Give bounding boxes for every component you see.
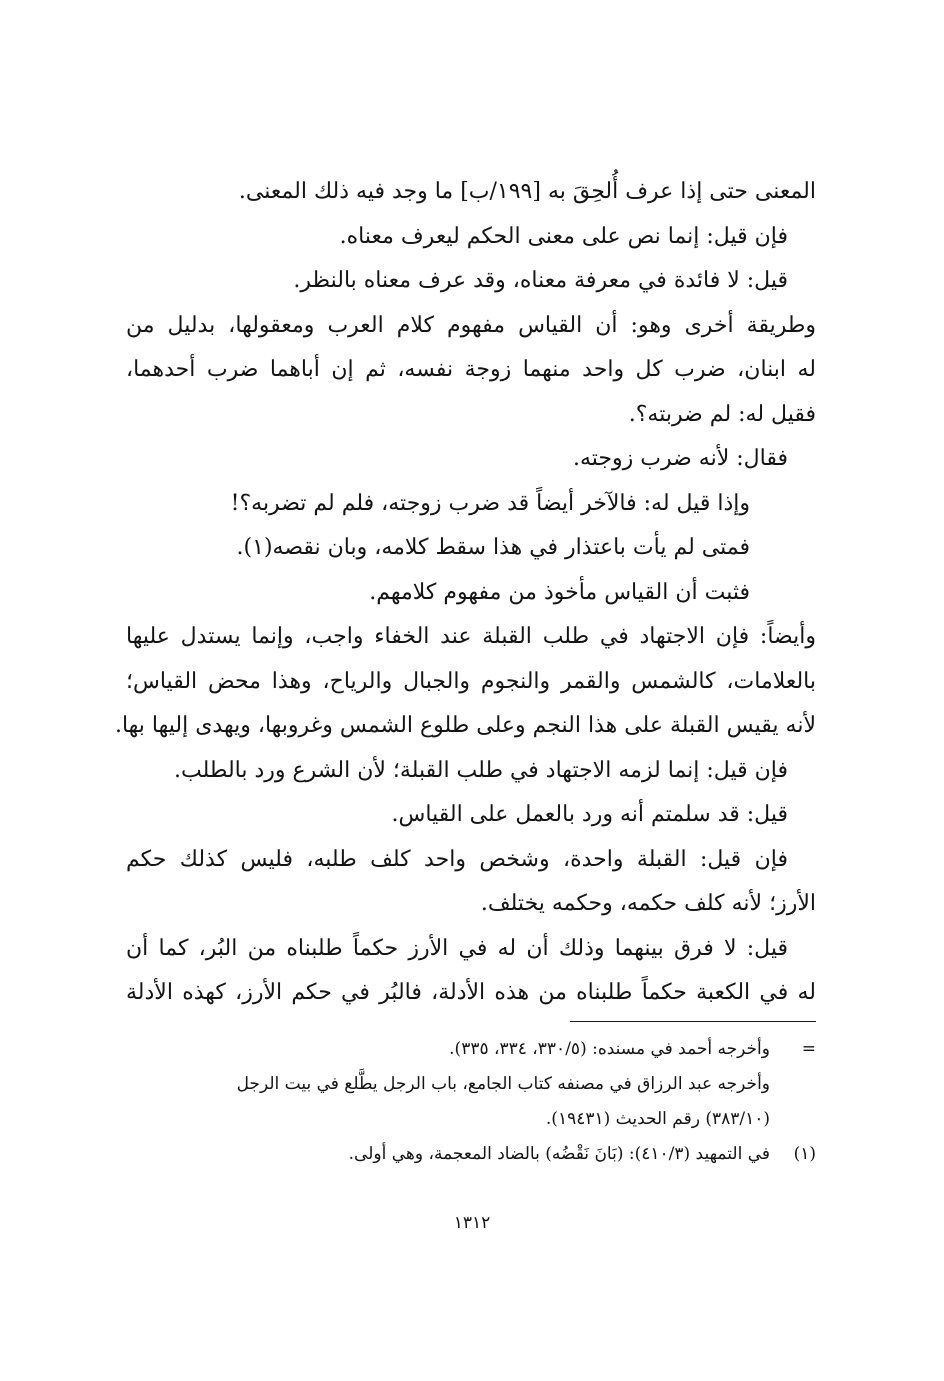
footnote-line <box>126 1032 816 1067</box>
text-line: لأنه يقيس القبلة على هذا النجم وعلى طلوع الشمس وغروبها، ويهدى إليها بها. <box>114 713 816 738</box>
text-line: فإن قيل: القبلة واحدة، وشخص واحد كلف طلبه، فليس كذلك حكم <box>126 846 788 872</box>
main-text <box>114 170 816 1016</box>
text-line: وطريقة أخرى وهو: أن القياس مفهوم كلام العرب ومعقولها، بدليل من <box>126 312 816 338</box>
text-line: فإن قيل: إنما لزمه الاجتهاد في طلب القبلة؛ لأن الشرع ورد بالطلب. <box>174 757 788 783</box>
text-line: المعنى حتى إذا عرف أُلحِقَ به [١٩٩/ب] ما وجد فيه ذلك المعنى. <box>238 179 816 204</box>
text-line: فمتى لم يأت باعتذار في هذا سقط كلامه، وبان نقصه(١). <box>236 535 750 560</box>
footnote-text: في التمهيد (٤١٠/٣): (بَانَ نَقْضُه) بالضاد المعجمة، وهي أولى. <box>348 1144 770 1164</box>
text-line: فإن قيل: إنما نص على معنى الحكم ليعرف معناه. <box>339 223 788 249</box>
footnote-line: (٣٨٣/١٠) رقم الحديث (١٩٤٣١). <box>545 1109 770 1129</box>
text-line: له في الكعبة حكماً طلبناه من هذه الأدلة، فالبُر في حكم الأرز، كهذه الأدلة <box>126 980 816 1005</box>
text-line: فقيل له: لم ضربته؟. <box>628 401 816 427</box>
text-line: وإذا قيل له: فالآخر أيضاً قد ضرب زوجته، فلم لم تضربه؟! <box>230 490 750 516</box>
text-line: الأرز؛ لأنه كلف حكمه، وحكمه يختلف. <box>480 891 816 916</box>
footnotes <box>126 1032 816 1172</box>
footnote-number: (١) <box>793 1144 816 1164</box>
footnote-line <box>126 1137 816 1172</box>
text-line: فثبت أن القياس مأخوذ من مفهوم كلامهم. <box>369 579 750 605</box>
footnote-line: وأخرجه عبد الرزاق في مصنفه كتاب الجامع، باب الرجل يطَّلع في بيت الرجل <box>236 1074 770 1094</box>
footnote-text: وأخرجه أحمد في مسنده: (٣٣٠/٥، ٣٣٤، ٣٣٥). <box>449 1039 770 1059</box>
text-line: قيل: لا فائدة في معرفة معناه، وقد عرف معناه بالنظر. <box>293 268 788 293</box>
continuation-marker: = <box>801 1039 816 1059</box>
text-line: بالعلامات، كالشمس والقمر والنجوم والجبال والرياح، وهذا محض القياس؛ <box>126 668 816 694</box>
text-line: وأيضاً: فإن الاجتهاد في طلب القبلة عند الخفاء واجب، وإنما يستدل عليها <box>126 624 816 649</box>
page-number: ١٣١٢ <box>453 1213 491 1233</box>
text-line: له ابنان، ضرب كل واحد منهما زوجة نفسه، ثم إن أباهما ضرب أحدهما، <box>126 357 816 382</box>
text-line: قيل: لا فرق بينهما وذلك أن له في الأرز حكماً طلبناه من البُر، كما أن <box>126 935 788 961</box>
footnote-separator <box>570 1021 816 1022</box>
text-line: فقال: لأنه ضرب زوجته. <box>573 446 788 471</box>
text-line: قيل: قد سلمتم أنه ورد بالعمل على القياس. <box>391 802 788 827</box>
